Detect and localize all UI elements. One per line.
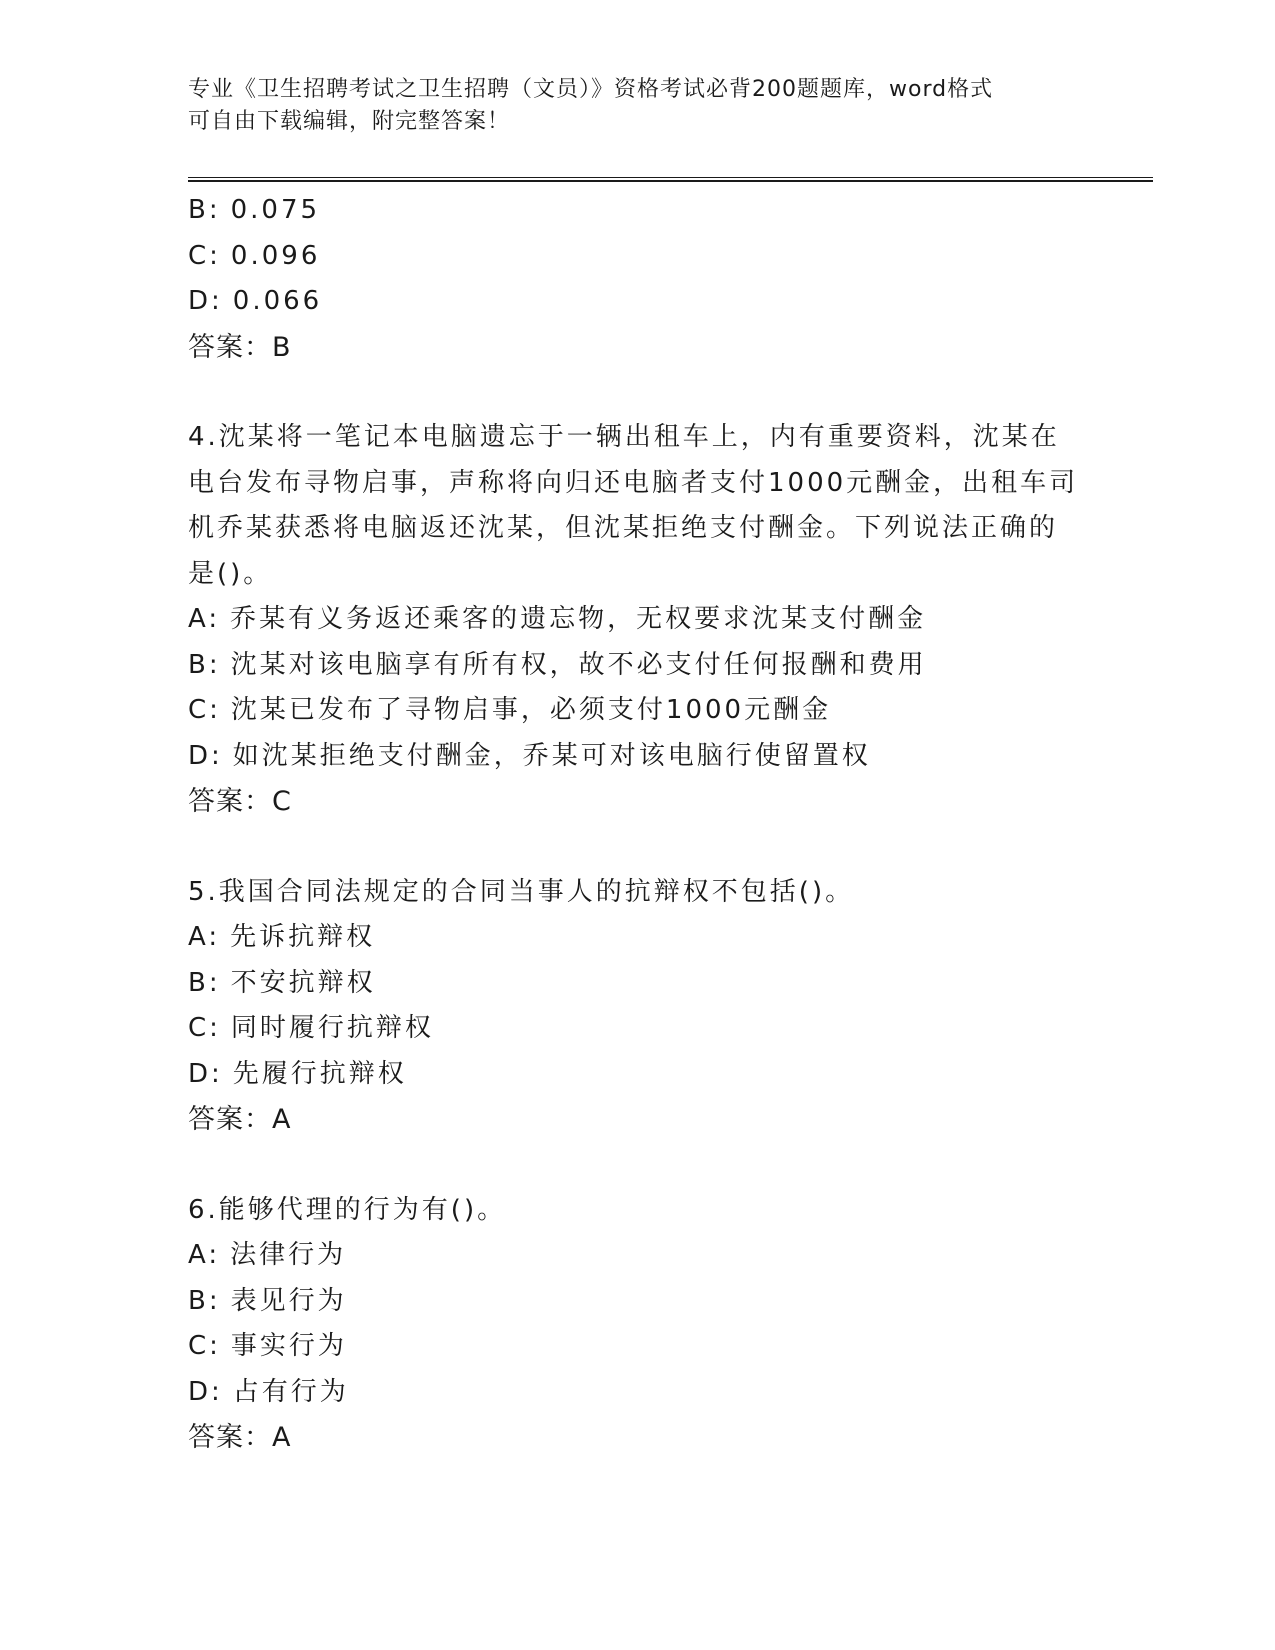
option-text: 如沈某拒绝支付酬金，乔某可对该电脑行使留置权: [232, 740, 871, 771]
option-text: 不安抗辩权: [230, 967, 376, 998]
option-a: [188, 915, 1088, 961]
option-letter: B:: [188, 649, 221, 680]
option-letter: B:: [188, 1285, 221, 1316]
document-body: [188, 188, 1088, 1461]
option-c: [188, 1324, 1088, 1370]
answer-line: 答案：A: [188, 1422, 292, 1453]
header-line-1: 专业《卫生招聘考试之卫生招聘（文员）》资格考试必背200题题库，word格式: [188, 77, 994, 102]
question-6: [188, 1188, 1088, 1461]
option-letter: A:: [188, 922, 221, 952]
option-text: 0.066: [232, 286, 323, 316]
option-letter: D:: [188, 286, 223, 316]
option-text: 沈某对该电脑享有所有权，故不必支付任何报酬和费用: [230, 649, 927, 680]
option-c: [188, 688, 1088, 734]
question-stem-line: 电台发布寻物启事，声称将向归还电脑者支付1000元酬金，出租车司: [188, 467, 1079, 498]
option-d: [188, 734, 1088, 780]
option-letter: C:: [188, 1013, 221, 1043]
option-text: 0.075: [230, 195, 321, 225]
question-stem-line: 6.能够代理的行为有()。: [188, 1194, 507, 1225]
answer-line: 答案：C: [188, 786, 292, 817]
option-text: 先履行抗辩权: [232, 1058, 407, 1089]
header-divider: [188, 177, 1153, 182]
question-stem-line: 4.沈某将一笔记本电脑遗忘于一辆出租车上，内有重要资料，沈某在: [188, 422, 1060, 452]
question-stem-line: 5.我国合同法规定的合同当事人的抗辩权不包括()。: [188, 876, 855, 907]
option-a: [188, 1233, 1088, 1279]
option-text: 同时履行抗辩权: [230, 1013, 434, 1043]
answer-line: 答案：B: [188, 331, 292, 363]
option-text: 法律行为: [230, 1240, 347, 1270]
question-4: [188, 415, 1088, 825]
option-b: [188, 188, 1088, 234]
option-b: [188, 961, 1088, 1007]
option-text: 表见行为: [230, 1285, 347, 1316]
option-d: [188, 279, 1088, 325]
option-c: [188, 1006, 1088, 1052]
option-letter: C:: [188, 240, 221, 271]
option-text: 0.096: [230, 240, 321, 271]
option-letter: C:: [188, 695, 221, 725]
option-c: [188, 234, 1088, 280]
option-a: [188, 597, 1088, 643]
option-text: 占有行为: [232, 1376, 349, 1407]
answer-line: 答案：A: [188, 1104, 292, 1135]
option-letter: D:: [188, 1376, 223, 1407]
option-letter: C:: [188, 1331, 221, 1361]
option-b: [188, 1279, 1088, 1325]
option-b: [188, 643, 1088, 689]
question-stem-line: 是()。: [188, 558, 273, 589]
header-line-2: 可自由下载编辑，附完整答案！: [188, 109, 511, 134]
question-3-continued: [188, 188, 1088, 370]
page-header: [188, 74, 1068, 138]
option-text: 先诉抗辩权: [230, 922, 376, 952]
question-stem-line: 机乔某获悉将电脑返还沈某，但沈某拒绝支付酬金。下列说法正确的: [188, 513, 1059, 543]
option-letter: D:: [188, 1058, 223, 1089]
option-letter: B:: [188, 967, 221, 998]
option-text: 乔某有义务返还乘客的遗忘物，无权要求沈某支付酬金: [230, 604, 927, 634]
option-letter: D:: [188, 740, 223, 771]
option-d: [188, 1052, 1088, 1098]
option-letter: A:: [188, 1240, 221, 1270]
option-text: 事实行为: [230, 1331, 347, 1361]
option-d: [188, 1370, 1088, 1416]
option-letter: A:: [188, 604, 221, 634]
question-5: [188, 870, 1088, 1143]
option-letter: B:: [188, 195, 221, 225]
option-text: 沈某已发布了寻物启事，必须支付1000元酬金: [230, 695, 832, 725]
